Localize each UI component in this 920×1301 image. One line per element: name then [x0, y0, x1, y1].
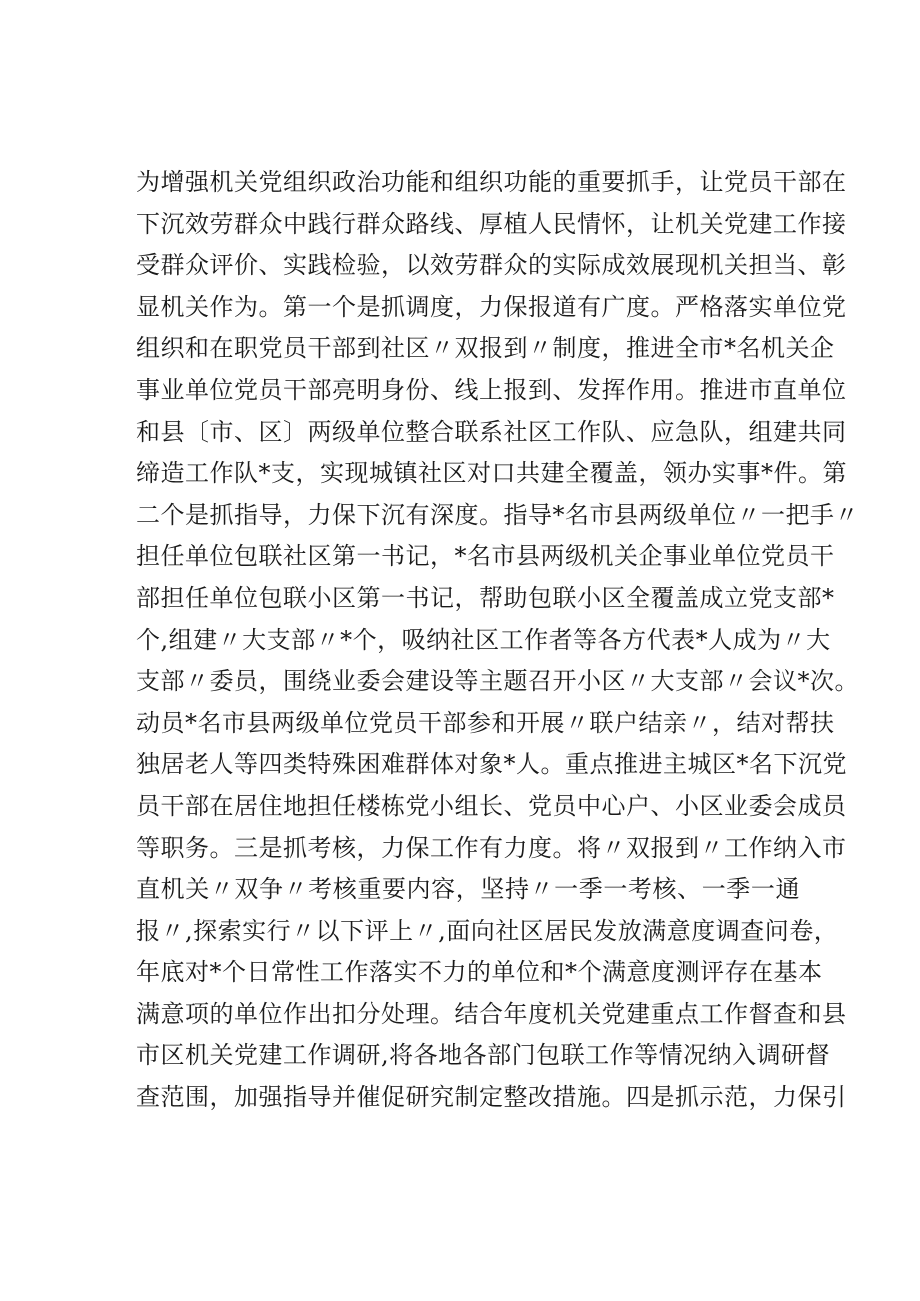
- text-line: 和县〔市、区〕两级单位整合联系社区工作队、应急队，组建共同: [136, 417, 847, 446]
- text-line: 满意项的单位作出扣分处理。结合年度机关党建重点工作督查和县: [136, 999, 847, 1028]
- text-line: 下沉效劳群众中践行群众路线、厚植人民情怀，让机关党建工作接: [136, 209, 847, 238]
- text-line: 显机关作为。第一个是抓调度，力保报道有广度。严格落实单位党: [136, 292, 847, 321]
- text-line: 部担任单位包联小区第一书记，帮助包联小区全覆盖成立党支部*: [136, 583, 835, 612]
- text-line: 担任单位包联社区第一书记，*名市县两级机关企事业单位党员干: [136, 542, 835, 571]
- text-line: 组织和在职党员干部到社区〃双报到〃制度，推进全市*名机关企: [136, 334, 835, 363]
- text-line: 缔造工作队*支，实现城镇社区对口共建全覆盖，领办实事*件。第: [136, 459, 847, 488]
- text-line: 市区机关党建工作调研,将各地各部门包联工作等情况纳入调研督: [136, 1041, 831, 1070]
- text-line: 直机关〃双争〃考核重要内容，坚持〃一季一考核、一季一通: [136, 875, 800, 904]
- text-line: 动员*名市县两级单位党员干部参和开展〃联户结亲〃，结对帮扶: [136, 708, 835, 737]
- text-line: 独居老人等四类特殊困难群体对象*人。重点推进主城区*名下沉党: [136, 750, 847, 779]
- text-line: 为增强机关党组织政治功能和组织功能的重要抓手，让党员干部在: [136, 168, 847, 196]
- text-line: 查范围，加强指导并催促研究制定整改措施。四是抓示范，力保引: [136, 1083, 847, 1112]
- text-line: 等职务。三是抓考核，力保工作有力度。将〃双报到〃工作纳入市: [136, 833, 847, 862]
- text-line: 报〃,探索实行〃以下评上〃,面向社区居民发放满意度调查问卷，: [136, 916, 839, 945]
- body-paragraph: [136, 162, 859, 1119]
- text-line: 个,组建〃大支部〃*个，吸纳社区工作者等各方代表*人成为〃大: [136, 625, 831, 654]
- text-line: 受群众评价、实践检验，以效劳群众的实际成效展现机关担当、彰: [136, 251, 847, 280]
- text-line: 年底对*个日常性工作落实不力的单位和*个满意度测评存在基本: [136, 958, 823, 987]
- text-line: 员干部在居住地担任楼栋党小组长、党员中心户、小区业委会成员: [136, 791, 847, 820]
- text-line: 事业单位党员干部亮明身份、线上报到、发挥作用。推进市直单位: [136, 375, 847, 404]
- text-line: 支部〃委员，围绕业委会建设等主题召开小区〃大支部〃会议*次。: [136, 667, 859, 696]
- text-line: 二个是抓指导，力保下沉有深度。指导*名市县两级单位〃一把手〃: [136, 500, 859, 529]
